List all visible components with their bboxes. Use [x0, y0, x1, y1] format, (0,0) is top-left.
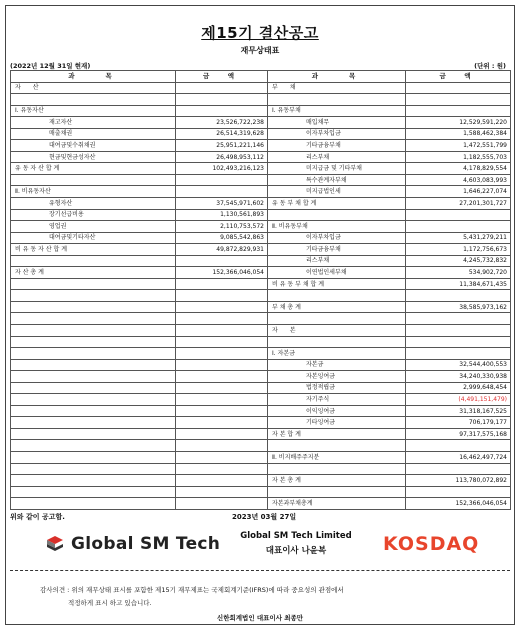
- right-amount: [406, 486, 511, 498]
- closing-date: 2023년 03월 27일: [232, 513, 297, 521]
- table-row: [11, 94, 511, 106]
- left-amount: [176, 371, 268, 383]
- right-item: 자 본 총 계: [268, 475, 406, 487]
- right-amount: [406, 209, 511, 221]
- right-amount: [406, 313, 511, 325]
- right-amount: (4,491,151,479): [406, 394, 511, 406]
- left-item: Ⅱ. 비유동자산: [11, 186, 176, 198]
- left-item: [11, 255, 176, 267]
- left-amount: 1,130,561,893: [176, 209, 268, 221]
- right-amount: 1,472,551,799: [406, 140, 511, 152]
- left-amount: [176, 428, 268, 440]
- right-amount: 5,431,279,211: [406, 232, 511, 244]
- left-amount: [176, 174, 268, 186]
- left-item: [11, 371, 176, 383]
- left-amount: [176, 452, 268, 464]
- date-note: (2022년 12월 31일 현재): [10, 62, 91, 70]
- table-row: [11, 140, 511, 152]
- left-amount: [176, 394, 268, 406]
- table-row: [11, 117, 511, 129]
- left-item: [11, 382, 176, 394]
- right-item: [268, 313, 406, 325]
- table-row: [11, 209, 511, 221]
- company-ceo: 대표이사 나윤복: [265, 546, 327, 556]
- left-item: 유형자산: [11, 197, 176, 209]
- company-block: [226, 531, 366, 556]
- right-item: 유 동 부 채 합 계: [268, 197, 406, 209]
- company-logo: [45, 532, 220, 556]
- right-item: 기타금융부채: [268, 244, 406, 256]
- left-item: [11, 463, 176, 475]
- left-item: [11, 348, 176, 360]
- balance-sheet-body: [11, 82, 511, 510]
- kosdaq-logo: KOSDAQ: [383, 533, 480, 555]
- right-amount: 1,646,227,074: [406, 186, 511, 198]
- right-item: Ⅱ. 비지배주주지분: [268, 452, 406, 464]
- right-amount: [406, 463, 511, 475]
- left-amount: 26,498,953,112: [176, 151, 268, 163]
- page-title: 제15기 결산공고: [201, 24, 319, 42]
- audit-opinion-line2: 적정하게 표시 하고 있습니다.: [68, 599, 152, 607]
- left-amount: 102,493,216,123: [176, 163, 268, 175]
- right-amount: [406, 105, 511, 117]
- table-row: [11, 255, 511, 267]
- left-amount: [176, 255, 268, 267]
- left-amount: [176, 94, 268, 106]
- left-amount: [176, 348, 268, 360]
- table-row: [11, 371, 511, 383]
- left-amount: 9,085,542,863: [176, 232, 268, 244]
- right-item: 자본과부채총계: [268, 498, 406, 510]
- right-amount: 113,780,072,892: [406, 475, 511, 487]
- table-row: [11, 174, 511, 186]
- table-row: [11, 82, 511, 94]
- right-item: 이자부차입금: [268, 128, 406, 140]
- right-item: 이익잉여금: [268, 405, 406, 417]
- right-amount: 97,317,575,168: [406, 428, 511, 440]
- left-amount: [176, 463, 268, 475]
- right-amount: 534,902,720: [406, 267, 511, 279]
- left-amount: [176, 278, 268, 290]
- table-row: [11, 486, 511, 498]
- left-amount: [176, 359, 268, 371]
- right-amount: [406, 440, 511, 452]
- table-row: [11, 475, 511, 487]
- right-item: 리스부채: [268, 255, 406, 267]
- table-row: [11, 452, 511, 464]
- left-amount: [176, 313, 268, 325]
- table-row: [11, 105, 511, 117]
- right-amount: 11,384,671,435: [406, 278, 511, 290]
- left-item: [11, 475, 176, 487]
- right-item: [268, 440, 406, 452]
- left-amount: [176, 186, 268, 198]
- left-item: [11, 278, 176, 290]
- left-item: [11, 428, 176, 440]
- right-item: Ⅰ. 자본금: [268, 348, 406, 360]
- right-amount: [406, 94, 511, 106]
- right-amount: [406, 348, 511, 360]
- left-item: Ⅰ. 유동자산: [11, 105, 176, 117]
- right-amount: 27,201,301,727: [406, 197, 511, 209]
- right-item: 비 유 동 부 채 합 계: [268, 278, 406, 290]
- right-item: [268, 209, 406, 221]
- table-row: [11, 221, 511, 233]
- right-item: 매입채무: [268, 117, 406, 129]
- left-item: 재고자산: [11, 117, 176, 129]
- right-item: 기타금융부채: [268, 140, 406, 152]
- right-item: 자 본 합 계: [268, 428, 406, 440]
- left-item: 자 산 총 계: [11, 267, 176, 279]
- left-item: [11, 336, 176, 348]
- right-amount: [406, 336, 511, 348]
- right-item: 이자부차입금: [268, 232, 406, 244]
- left-amount: [176, 301, 268, 313]
- table-row: [11, 151, 511, 163]
- left-amount: 2,110,753,572: [176, 221, 268, 233]
- right-amount: [406, 82, 511, 94]
- right-item: 리스부채: [268, 151, 406, 163]
- left-item: [11, 94, 176, 106]
- left-item: 비 유 동 자 산 합 계: [11, 244, 176, 256]
- left-amount: [176, 324, 268, 336]
- right-item: 부 채 총 계: [268, 301, 406, 313]
- table-row: [11, 244, 511, 256]
- right-item: Ⅱ. 비유동부채: [268, 221, 406, 233]
- right-item: 부 채: [268, 82, 406, 94]
- left-item: 영업권: [11, 221, 176, 233]
- left-item: [11, 452, 176, 464]
- left-item: [11, 359, 176, 371]
- closing-statement: 위와 같이 공고함.: [10, 513, 65, 521]
- table-row: [11, 405, 511, 417]
- left-item: [11, 290, 176, 302]
- audit-opinion-line1: 감사의견 : 위의 재무상태 표시를 포함한 제15기 재무제표는 국제회계기준(IFRS)에 따라 중요성의 관점에서: [40, 586, 344, 594]
- right-item: 법정적립금: [268, 382, 406, 394]
- table-row: [11, 313, 511, 325]
- right-amount: 34,240,330,938: [406, 371, 511, 383]
- right-amount: 31,318,167,525: [406, 405, 511, 417]
- right-amount: [406, 324, 511, 336]
- left-item: [11, 405, 176, 417]
- table-row: [11, 324, 511, 336]
- left-amount: 23,526,722,238: [176, 117, 268, 129]
- right-amount: 706,179,177: [406, 417, 511, 429]
- table-row: [11, 428, 511, 440]
- right-amount: 12,529,591,220: [406, 117, 511, 129]
- left-item: [11, 486, 176, 498]
- left-item: 현금및현금성자산: [11, 151, 176, 163]
- table-row: [11, 128, 511, 140]
- left-item: 대여금및기타자산: [11, 232, 176, 244]
- auditor-signature: 신한회계법인 대표이사 최종만: [216, 614, 304, 622]
- table-row: [11, 359, 511, 371]
- left-item: [11, 440, 176, 452]
- right-item: [268, 290, 406, 302]
- left-amount: [176, 382, 268, 394]
- left-item: [11, 301, 176, 313]
- left-item: 대여금및수취채권: [11, 140, 176, 152]
- left-item: 매출채권: [11, 128, 176, 140]
- right-amount: 2,999,648,454: [406, 382, 511, 394]
- left-item: [11, 394, 176, 406]
- right-amount: 1,588,462,384: [406, 128, 511, 140]
- left-amount: [176, 498, 268, 510]
- right-amount: 32,544,400,553: [406, 359, 511, 371]
- globe-logo-icon: [45, 534, 65, 554]
- header-right-item: 과 목: [268, 71, 406, 83]
- left-amount: 37,545,971,602: [176, 197, 268, 209]
- left-amount: [176, 336, 268, 348]
- header-left-amount: 금 액: [176, 71, 268, 83]
- right-item: 자본금: [268, 359, 406, 371]
- balance-sheet-table: [10, 70, 511, 510]
- right-item: 자본잉여금: [268, 371, 406, 383]
- table-row: [11, 301, 511, 313]
- company-name: Global SM Tech Limited: [240, 531, 352, 541]
- logo-text: Global SM Tech: [71, 534, 221, 554]
- left-item: 유 동 자 산 합 계: [11, 163, 176, 175]
- left-amount: [176, 82, 268, 94]
- left-amount: [176, 475, 268, 487]
- left-amount: [176, 290, 268, 302]
- right-item: 특수관계자부채: [268, 174, 406, 186]
- left-amount: 152,366,046,054: [176, 267, 268, 279]
- left-amount: 26,514,319,628: [176, 128, 268, 140]
- header-right-amount: 금 액: [406, 71, 511, 83]
- table-row: [11, 440, 511, 452]
- table-row: [11, 498, 511, 510]
- table-row: [11, 278, 511, 290]
- table-header-row: [11, 71, 511, 83]
- right-item: 이연법인세부채: [268, 267, 406, 279]
- right-amount: 16,462,497,724: [406, 452, 511, 464]
- left-item: 장기선급비용: [11, 209, 176, 221]
- right-item: 미지급법인세: [268, 186, 406, 198]
- header-left-item: 과 목: [11, 71, 176, 83]
- left-amount: [176, 486, 268, 498]
- right-amount: 38,585,973,162: [406, 301, 511, 313]
- left-item: [11, 313, 176, 325]
- right-item: [268, 336, 406, 348]
- right-item: [268, 94, 406, 106]
- right-amount: 4,603,083,993: [406, 174, 511, 186]
- table-row: [11, 232, 511, 244]
- left-amount: [176, 417, 268, 429]
- table-row: [11, 290, 511, 302]
- table-row: [11, 348, 511, 360]
- right-amount: 152,366,046,054: [406, 498, 511, 510]
- left-item: [11, 174, 176, 186]
- left-item: [11, 498, 176, 510]
- table-row: [11, 463, 511, 475]
- left-item: [11, 417, 176, 429]
- right-item: Ⅰ. 유동부채: [268, 105, 406, 117]
- right-amount: 1,182,555,703: [406, 151, 511, 163]
- right-item: [268, 486, 406, 498]
- table-row: [11, 197, 511, 209]
- left-amount: [176, 105, 268, 117]
- right-amount: 1,172,756,673: [406, 244, 511, 256]
- table-row: [11, 394, 511, 406]
- table-row: [11, 186, 511, 198]
- table-row: [11, 267, 511, 279]
- unit-note: (단위 : 원): [474, 62, 506, 70]
- right-item: 자 본: [268, 324, 406, 336]
- table-row: [11, 336, 511, 348]
- table-row: [11, 163, 511, 175]
- table-row: [11, 382, 511, 394]
- right-item: 자기주식: [268, 394, 406, 406]
- right-item: 기타잉여금: [268, 417, 406, 429]
- right-amount: 4,178,829,554: [406, 163, 511, 175]
- dashed-divider: [10, 570, 510, 571]
- left-item: [11, 324, 176, 336]
- left-amount: 25,951,221,146: [176, 140, 268, 152]
- left-amount: 49,872,829,931: [176, 244, 268, 256]
- right-amount: [406, 221, 511, 233]
- right-item: 미지급금 및 기타부채: [268, 163, 406, 175]
- left-amount: [176, 440, 268, 452]
- table-row: [11, 417, 511, 429]
- right-amount: [406, 290, 511, 302]
- left-item: 자 산: [11, 82, 176, 94]
- page-subtitle: 재무상태표: [240, 46, 280, 55]
- left-amount: [176, 405, 268, 417]
- right-amount: 4,245,732,832: [406, 255, 511, 267]
- right-item: [268, 463, 406, 475]
